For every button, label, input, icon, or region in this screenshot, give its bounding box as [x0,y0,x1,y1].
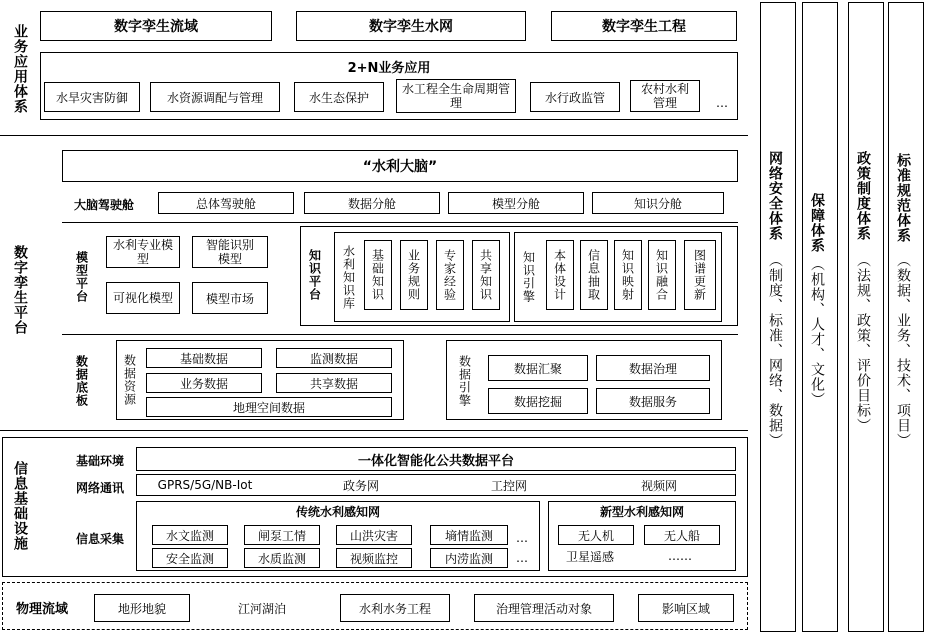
data-base-label: 数据底板 [74,355,89,407]
data-engine-item: 数据治理 [596,355,710,381]
collect-item: 内涝监测 [430,548,508,568]
collect-item: 水文监测 [152,525,228,545]
side-title: 网络安全体系 [767,151,783,241]
knowledge-platform-label: 知识平台 [307,249,322,301]
cockpit-item: 总体驾驶舱 [158,192,294,214]
side-network-security [760,2,796,632]
apps-title: 2+N业务应用 [347,60,431,76]
knowledge-engine-label: 知识引擎 [521,251,536,303]
collect-label: 信息采集 [76,532,125,546]
app-item: 水行政监管 [530,82,620,112]
twin-water-network-box: 数字孪生水网 [296,11,526,41]
twin-engineering-box: 数字孪生工程 [551,11,737,41]
knowledge-engine-item: 图谱更新 [684,240,716,310]
side-sub: （法规、政策、评价目标） [855,253,871,433]
data-engine-item: 数据挖掘 [488,388,588,414]
twin-basin-box: 数字孪生流域 [40,11,272,41]
data-resource-item: 基础数据 [146,348,262,368]
physical-item: 江河湖泊 [237,601,286,616]
side-title: 标准规范体系 [895,153,911,243]
traditional-net-title: 传统水利感知网 [295,504,380,519]
layer-label-physical: 物理流域 [16,602,69,617]
app-item: 水旱灾害防御 [44,82,140,112]
knowledge-engine-item: 信息抽取 [580,240,608,310]
net-label: 网络通讯 [76,481,125,495]
collect-item: 闸泵工情 [244,525,320,545]
cockpit-item: 数据分舱 [304,192,440,214]
collect-ellipsis: … [516,531,528,545]
physical-item: 地形地貌 [94,594,190,622]
cockpit-label: 大脑驾驶舱 [74,198,135,212]
layer-divider [0,430,748,431]
collect-item: 安全监测 [152,548,228,568]
physical-item: 治理管理活动对象 [474,594,614,622]
water-brain-box: “水利大脑” [62,150,738,182]
app-item: 水生态保护 [294,82,384,112]
layer-divider [0,135,748,136]
side-policy [848,2,884,632]
side-standard [888,2,924,632]
data-resource-item: 地理空间数据 [146,397,392,417]
knowledge-lib-label: 水利知识库 [341,244,356,310]
layer-label-platform: 数字孪生平台 [12,245,28,335]
physical-item: 影响区域 [638,594,734,622]
new-net-item: 无人机 [558,525,634,545]
apps-ellipsis: … [716,96,728,110]
collect-item: 墒情监测 [430,525,508,545]
side-sub: （机构、人才、文化） [809,257,825,407]
side-title: 政策制度体系 [855,151,871,241]
model-platform-label: 模型平台 [74,251,89,303]
section-divider [62,334,738,335]
cockpit-item: 模型分舱 [448,192,584,214]
data-resource-item: 共享数据 [276,373,392,393]
side-title: 保障体系 [809,193,825,253]
knowledge-lib-item: 共享知识 [472,240,500,310]
env-label: 基础环境 [76,454,125,468]
physical-item: 水利水务工程 [340,594,450,622]
layer-label-business: 业务应用体系 [12,24,28,114]
model-item: 可视化模型 [106,282,180,314]
layer-label-infra: 信息基础设施 [12,461,28,551]
knowledge-lib-item: 基础知识 [364,240,392,310]
data-engine-item: 数据服务 [596,388,710,414]
net-item: 政务网 [342,478,379,493]
new-net-title: 新型水利感知网 [599,504,684,519]
new-net-ellipsis: …… [668,549,692,563]
data-engine-item: 数据汇聚 [488,355,588,381]
knowledge-engine-item: 知识映射 [614,240,642,310]
data-resource-item: 业务数据 [146,373,262,393]
env-value-box: 一体化智能化公共数据平台 [136,447,736,471]
net-item: GPRS/5G/NB-Iot [157,478,253,492]
knowledge-engine-item: 本体设计 [546,240,574,310]
model-item: 水利专业模型 [106,236,180,268]
model-item: 智能识别模型 [192,236,268,268]
data-engine-label: 数据引擎 [457,355,472,407]
collect-item: 山洪灾害 [336,525,412,545]
cockpit-item: 知识分舱 [592,192,724,214]
section-divider [62,222,738,223]
knowledge-lib-item: 专家经验 [436,240,464,310]
side-sub: （数据、业务、技术、项目） [895,253,911,448]
collect-ellipsis: … [516,551,528,565]
app-item: 水工程全生命周期管理 [396,79,516,113]
collect-item: 水质监测 [244,548,320,568]
data-resource-item: 监测数据 [276,348,392,368]
knowledge-engine-item: 知识融合 [648,240,676,310]
side-sub: （制度、标准、网络、数据） [767,253,783,448]
app-item: 农村水利管理 [630,80,700,112]
knowledge-lib-item: 业务规则 [400,240,428,310]
side-guarantee [802,2,838,632]
model-item: 模型市场 [192,282,268,314]
collect-item: 视频监控 [336,548,412,568]
new-net-item: 卫星遥感 [566,550,615,564]
app-item: 水资源调配与管理 [150,82,280,112]
net-item: 工控网 [490,478,527,493]
data-resource-label: 数据资源 [122,354,137,406]
new-net-item: 无人船 [644,525,720,545]
net-item: 视频网 [640,478,677,493]
